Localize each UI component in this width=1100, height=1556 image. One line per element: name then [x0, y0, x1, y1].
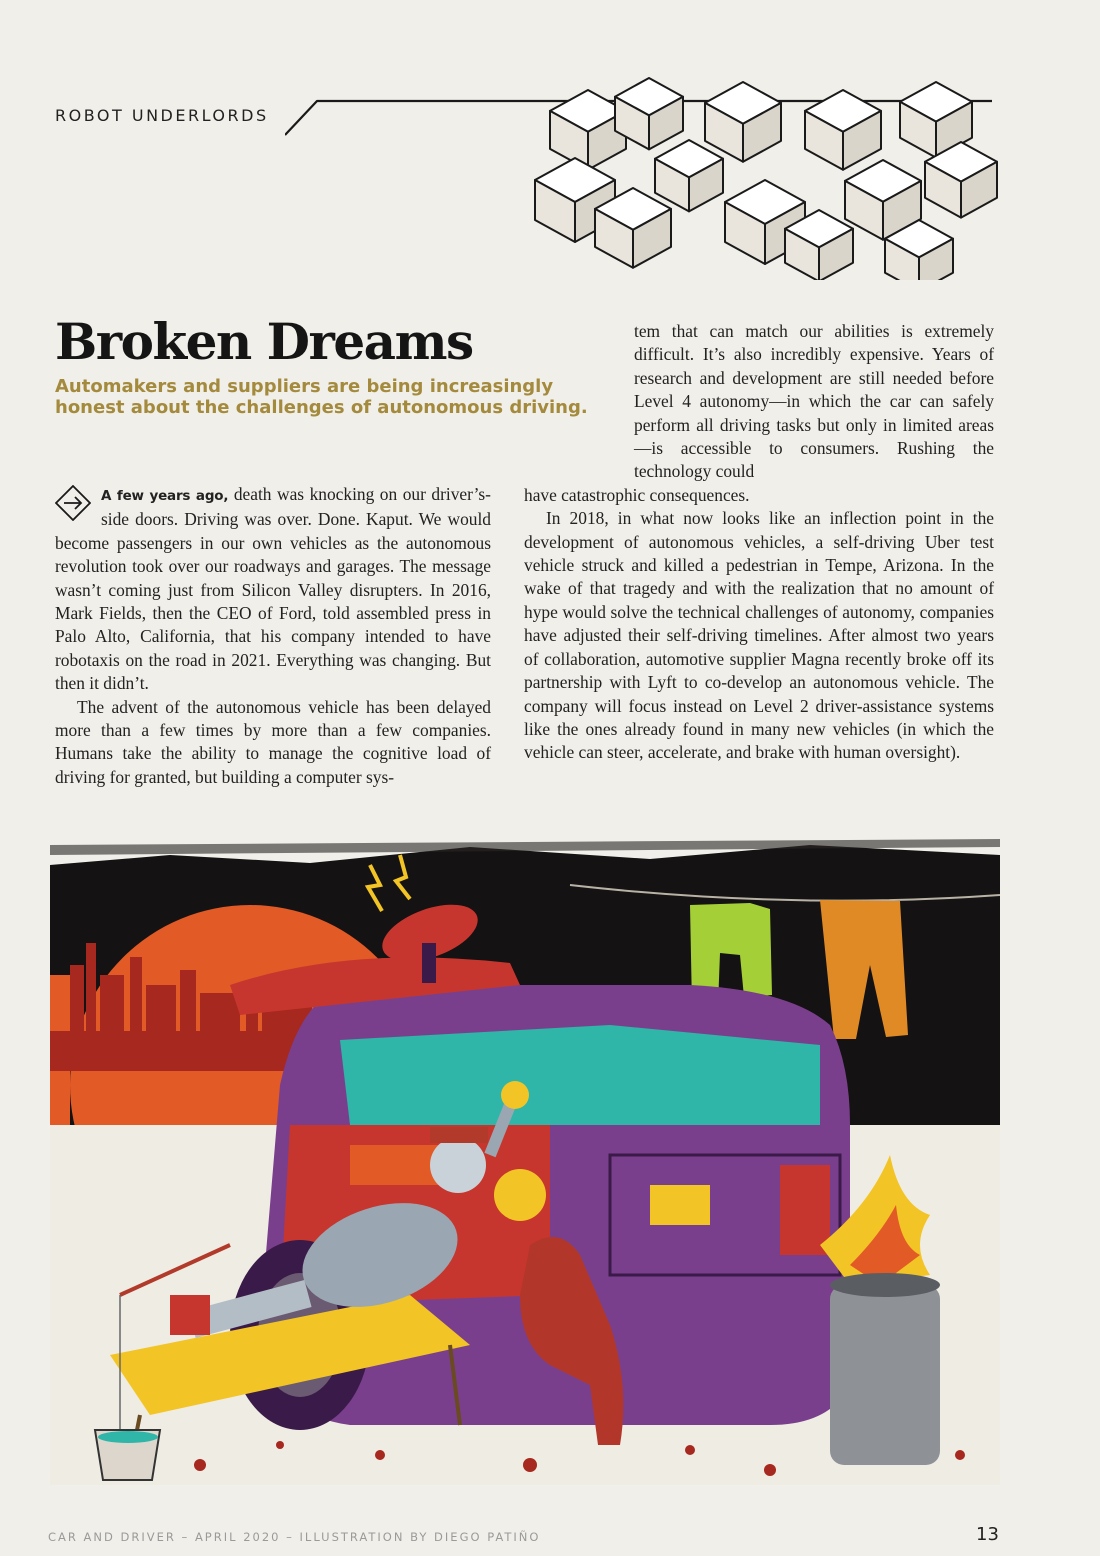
lead-line-1: death was knocking on our driver’s-: [233, 484, 491, 504]
arrow-right-icon: [55, 485, 91, 521]
subtitle-dek: Automakers and suppliers are being increasingly honest about the challenges of autonomous driving.: [55, 376, 588, 418]
paragraph-2-tail: have catastrophic consequences.: [524, 484, 750, 505]
footer-credit: CAR AND DRIVER – APRIL 2020 – ILLUSTRATION BY DIEGO PATIÑO: [48, 1530, 541, 1544]
lead-line-2: side doors. Driving was over. Done. Kaput. We: [101, 509, 442, 530]
cubes-illustration: [285, 70, 1000, 280]
page-number: 13: [976, 1524, 999, 1545]
paragraph-2-continued: tem that can match our abilities is extremely difficult. It’s also incredibly expensive. Years of research and development are still needed before Level 4 autonomy—in which the car can safely perform all driving tasks but only in limited areas—is accessible to consumers. Rushing the technology could: [634, 321, 994, 482]
robot-camper-illustration: [50, 825, 1000, 1485]
article-column-left: [55, 483, 491, 789]
lead-in: A few years ago,: [101, 488, 229, 504]
article-column-right: [524, 320, 994, 765]
paragraph-2-start: The advent of the autonomous vehicle has been delayed more than a few times by more than a few companies. Humans take the ability to manage the cognitive load of driving for granted, but building a computer sys-: [55, 696, 491, 787]
section-label: ROBOT UNDERLORDS: [55, 106, 269, 125]
page-title: Broken Dreams: [55, 312, 473, 371]
paragraph-1: [55, 483, 491, 696]
paragraph-1-text: would become passengers in our own vehicles as the autonomous revolution took over our roadways and garages. The message wasn’t coming just from Silicon Valley disrupters. In 2016, Mark Fields, then the CEO of Ford, told assembled press in Palo Alto, California, that his company intended to have robotaxis on the road in 2021. Everything was changing. But then it didn’t.: [55, 509, 491, 694]
paragraph-3: In 2018, in what now looks like an inflection point in the development of autonomous vehicles, a self-driving Uber test vehicle struck and killed a pedestrian in Tempe, Arizona. In the wake of that tragedy and with the realization that no amount of hype would solve the technical challenges of autonomy, companies have adjusted their self-driving timelines. After almost two years of collaboration, automotive supplier Magna recently broke off its partnership with Lyft to co-develop an autonomous vehicle. The company will focus instead on Level 2 driver-assistance systems like the ones already found in many new vehicles (in which the vehicle can steer, accelerate, and brake with human oversight).: [524, 508, 994, 763]
